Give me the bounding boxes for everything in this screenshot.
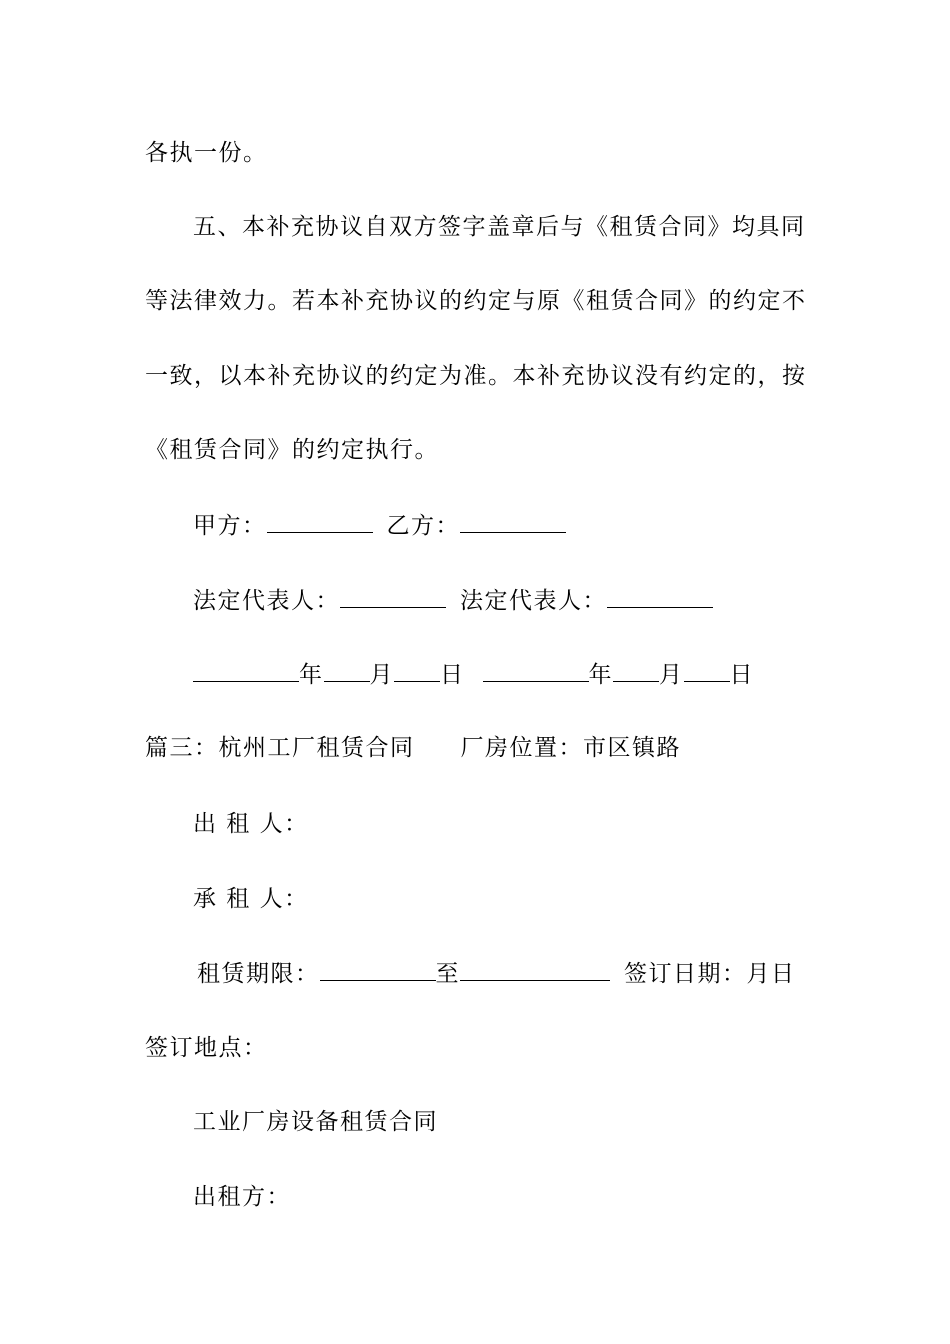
month-a-label: 月 — [369, 662, 394, 688]
rep-a-blank — [340, 585, 446, 608]
lease-term-line — [197, 958, 805, 989]
lessor-party-line: 出租方： — [193, 1184, 291, 1210]
section-title-line — [145, 733, 805, 763]
paragraph-line: 等法律效力。若本补充协议的约定与原《租赁合同》的约定不 — [145, 288, 807, 314]
month-b-blank — [613, 659, 659, 682]
lessee-line: 承 租 人： — [193, 886, 309, 912]
lease-end-blank — [460, 958, 610, 981]
rep-a-label: 法定代表人： — [193, 588, 340, 614]
section-title: 篇三：杭州工厂租赁合同 — [145, 735, 415, 761]
year-a-label: 年 — [299, 662, 324, 688]
party-a-blank — [267, 510, 373, 533]
factory-location: 厂房位置：市区镇路 — [460, 735, 681, 761]
day-a-label: 日 — [440, 662, 465, 688]
lease-start-blank — [320, 958, 436, 981]
year-a-blank — [193, 659, 299, 682]
lessor-line: 出 租 人： — [193, 811, 309, 837]
representative-line — [193, 585, 853, 616]
paragraph-line: 《租赁合同》的约定执行。 — [145, 437, 439, 463]
party-b-label: 乙方： — [386, 513, 460, 539]
party-a-label: 甲方： — [193, 513, 267, 539]
sign-place-line: 签订地点： — [145, 1035, 268, 1061]
paragraph-line: 各执一份。 — [145, 140, 268, 166]
party-b-blank — [460, 510, 566, 533]
paragraph-line: 一致，以本补充协议的约定为准。本补充协议没有约定的，按 — [145, 363, 807, 389]
month-a-blank — [324, 659, 370, 682]
day-b-blank — [684, 659, 730, 682]
day-b-label: 日 — [729, 662, 754, 688]
paragraph-line: 五、本补充协议自双方签字盖章后与《租赁合同》均具同 — [193, 214, 806, 240]
rep-b-blank — [607, 585, 713, 608]
day-a-blank — [394, 659, 440, 682]
lease-term-to: 至 — [435, 961, 460, 987]
date-line — [193, 659, 853, 690]
rep-b-label: 法定代表人： — [460, 588, 607, 614]
subtitle-line: 工业厂房设备租赁合同 — [193, 1109, 438, 1135]
year-b-blank — [483, 659, 589, 682]
year-b-label: 年 — [588, 662, 613, 688]
sign-date: 签订日期：月日 — [624, 961, 796, 987]
party-signature-line — [193, 510, 853, 541]
lease-term-label: 租赁期限： — [197, 961, 320, 987]
month-b-label: 月 — [659, 662, 684, 688]
